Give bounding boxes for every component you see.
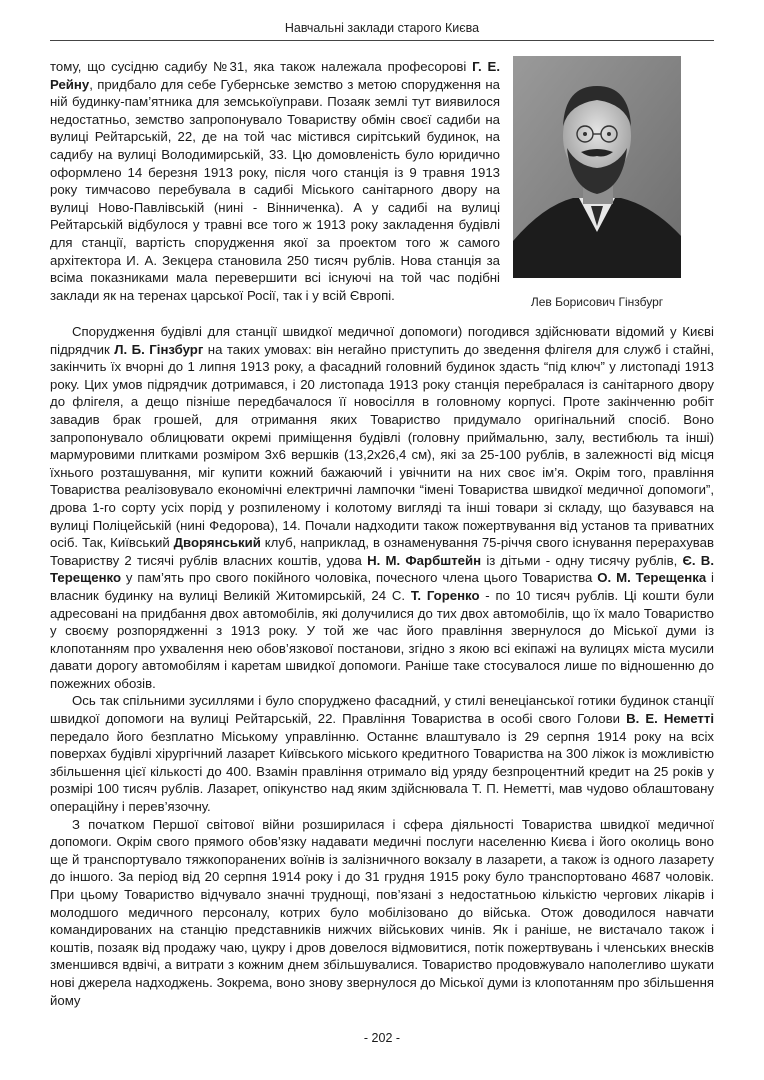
text-run: і власник будинку на вулиці Великій Житомирській, 24 С. <box>50 570 714 603</box>
text-run: тому, що сусідню садибу №31, яка також належала професорові <box>50 59 473 74</box>
running-header: Навчальні заклади старого Києва <box>284 21 480 35</box>
text-run: - по 10 тисяч рублів. Ці кошти були адресовані на придбання двох автомобілів, які долучилися до тих двох автомобілів, що їх мало Товариство у своєму розпорядженні з 1913 року. У той же час його правління звернулося до Міської думи із клопотанням про ухвалення нею обов’язкової постанови, згідно з якою всі екіпажі на вулицях міста мусили давати дорогу автомобілям і каретам швидкої допомоги. Раніше таке стосувалося лише по відношенню до пожежних обозів. <box>50 587 715 691</box>
person-name: Л. Б. Гінзбург <box>114 341 204 357</box>
text-run: Спорудження будівлі для станції швидкої медичної допомоги) погодився здійснювати відомий у Києві підрядчик <box>50 324 714 357</box>
paragraph-3 <box>50 692 714 815</box>
text-run: із дітьми - одну тисячу рублів, <box>481 552 683 568</box>
portrait-figure <box>513 56 681 312</box>
paragraph-1 <box>50 58 500 304</box>
text-run: З початком Першої світової війни розширилася і сфера діяльності Товариства швидкої медичної допомоги. Окрім свого прямого обов’язку надавати медичні послуги населенню Києва і його околиць воно ще й транспортувало тяжкопоранених воїнів із залізничного вокзалу в лазарети, а також із одного лазарету до іншого. За період від 20 серпня 1914 року і до 31 грудня 1915 року було транспортовано 4687 чоловік. При цьому Товариство відчувало значні труднощі, пов’язані з недостатньою кількістю чергових лікарів і молодшого медичного персоналу, котрих було мобілізовано до війська. Отож доводилося навчати командированих на станцію представників нижчих військових чинів. Як і раніше, не вистачало також і коштів, позаяк від продажу чаю, цукру і дров довелося відмовитися, потік пожертвувань і членських внесків зменшився вдвічі, а витрати з кожним днем збільшувалися. Товариство продовжувало наполегливо шукати нові джерела надходжень. Зокрема, воно знову звернулося до Міської думи із клопотанням про збільшення йому <box>50 816 714 1008</box>
person-name: О. М. Терещенка <box>597 570 707 586</box>
person-name: Т. Горенко <box>410 587 480 603</box>
paragraph-2 <box>50 323 714 692</box>
portrait-caption: Лев Борисович Гінзбург <box>530 295 664 309</box>
portrait-image <box>513 56 681 278</box>
text-column-main <box>50 323 714 1009</box>
person-name: В. Е. Неметті <box>626 711 715 727</box>
text-run: у пам’ять про свого покійного чоловіка, почесного члена цього Товариства <box>121 570 598 586</box>
person-name: Г. Е. Рейну <box>50 59 500 92</box>
person-name: Є. В. Терещенко <box>50 552 714 586</box>
text-run: , придбало для себе Губернське земство з метою спорудження на ній будинку-пам’ятника для земськоїуправи. Позаяк землі тут виявилося недостатньо, земство запропонувало Товариству обмін своєї садиби на вулиці Рейтарській, 22, де на той час містився сирітський будинок, на садибу на вулиці Володимирській, 33. Цю домовленість було юридично оформлено 14 березня 1913 року, після чого станція із 9 травня 1913 року тимчасово перебувала в садибі Міського санітарного двору на вулиці Ново-Павлівській (нині - Вінниченка). А у садибі на вулиці Рейтарській відбулося у травні все того ж 1913 року закладення будівлі для станції, вартість спорудження якої за проектом того ж самого архітектора И. А. Зекцера становила 250 тисяч рублів. Нова станція за всіма показниками мала перевершити всі існуючі на той час подібні заклади як на теренах царської Росії, так і у всій Європі. <box>50 76 500 303</box>
paragraph-4 <box>50 816 714 1010</box>
text-run: на таких умовах: він негайно приступить до зведення флігеля для служб і стайні, закінчить їх вчорні до 1 липня 1913 року, а фасадний головний будинок здасть “під ключ” у листопаді 1913 року. Цих умов підрядчик дотримався, і 20 листопада 1913 року станція перебралася із санітарного двору до флігеля, а дещо пізніше передбачалося її новосілля в головному корпусі. Проте закінченню робіт завадив брак грошей, для отримання яких Товариство придумало оригінальний спосіб. Воно запропонувало облицювати окремі приміщення будівлі (головну приймальню, залу, вестибюль та інші) мармуровими плитками розміром 3х6 вершків (13,2х26,4 см), які за 25-100 рублів, в залежності від місця їхнього розташування, міг купити кожний бажаючий і увічнити на них своє ім’я. Окрім того, правління Товариства реалізовувало економічні електричні лампочки “імені Товариства швидкої медичної допомоги”, дрова 1-го сорту усіх порід у розпиленому і колотому вигляді та інші товари зі складу, що базувався на вулиці Поліцейській (нині Федорова), 14. Почали надходити також пожертвування від установ та приватних осіб. Так, Київський <box>50 341 714 551</box>
header-rule <box>50 40 714 41</box>
text-column-top <box>50 58 500 304</box>
text-run: клуб, наприклад, в ознаменування 75-річчя свого існування перерахував Товариству 2 тисячі рублів власних коштів, удова <box>50 535 714 568</box>
page-number: - 202 - <box>363 1031 401 1045</box>
portrait-photo <box>513 56 681 278</box>
text-run: передало його безплатно Міському управлінню. Останнє влаштувало із 29 серпня 1914 року на всіх поверхах будівлі хірургічний лазарет Київського міського кредитного Товариства на 300 ліжок із можливістю збільшення цієї кількості до 400. Взамін правління отримало від уряду безпроцентний кредит на 25 років у розмірі 100 тисяч рублів. Лазарет, опікунство над яким здійснювала Т. П. Неметті, мав чудово облаштовану операційну і перев’язочну. <box>50 728 714 815</box>
text-run: Ось так спільними зусиллями і було споруджено фасадний, у стилі венеціанської готики будинок станції швидкої допомоги на вулиці Рейтарській, 22. Правління Товариства в особі свого Голови <box>50 693 714 727</box>
club-name: Дворянський <box>173 535 261 551</box>
person-name: Н. М. Фарбштейн <box>367 552 482 568</box>
